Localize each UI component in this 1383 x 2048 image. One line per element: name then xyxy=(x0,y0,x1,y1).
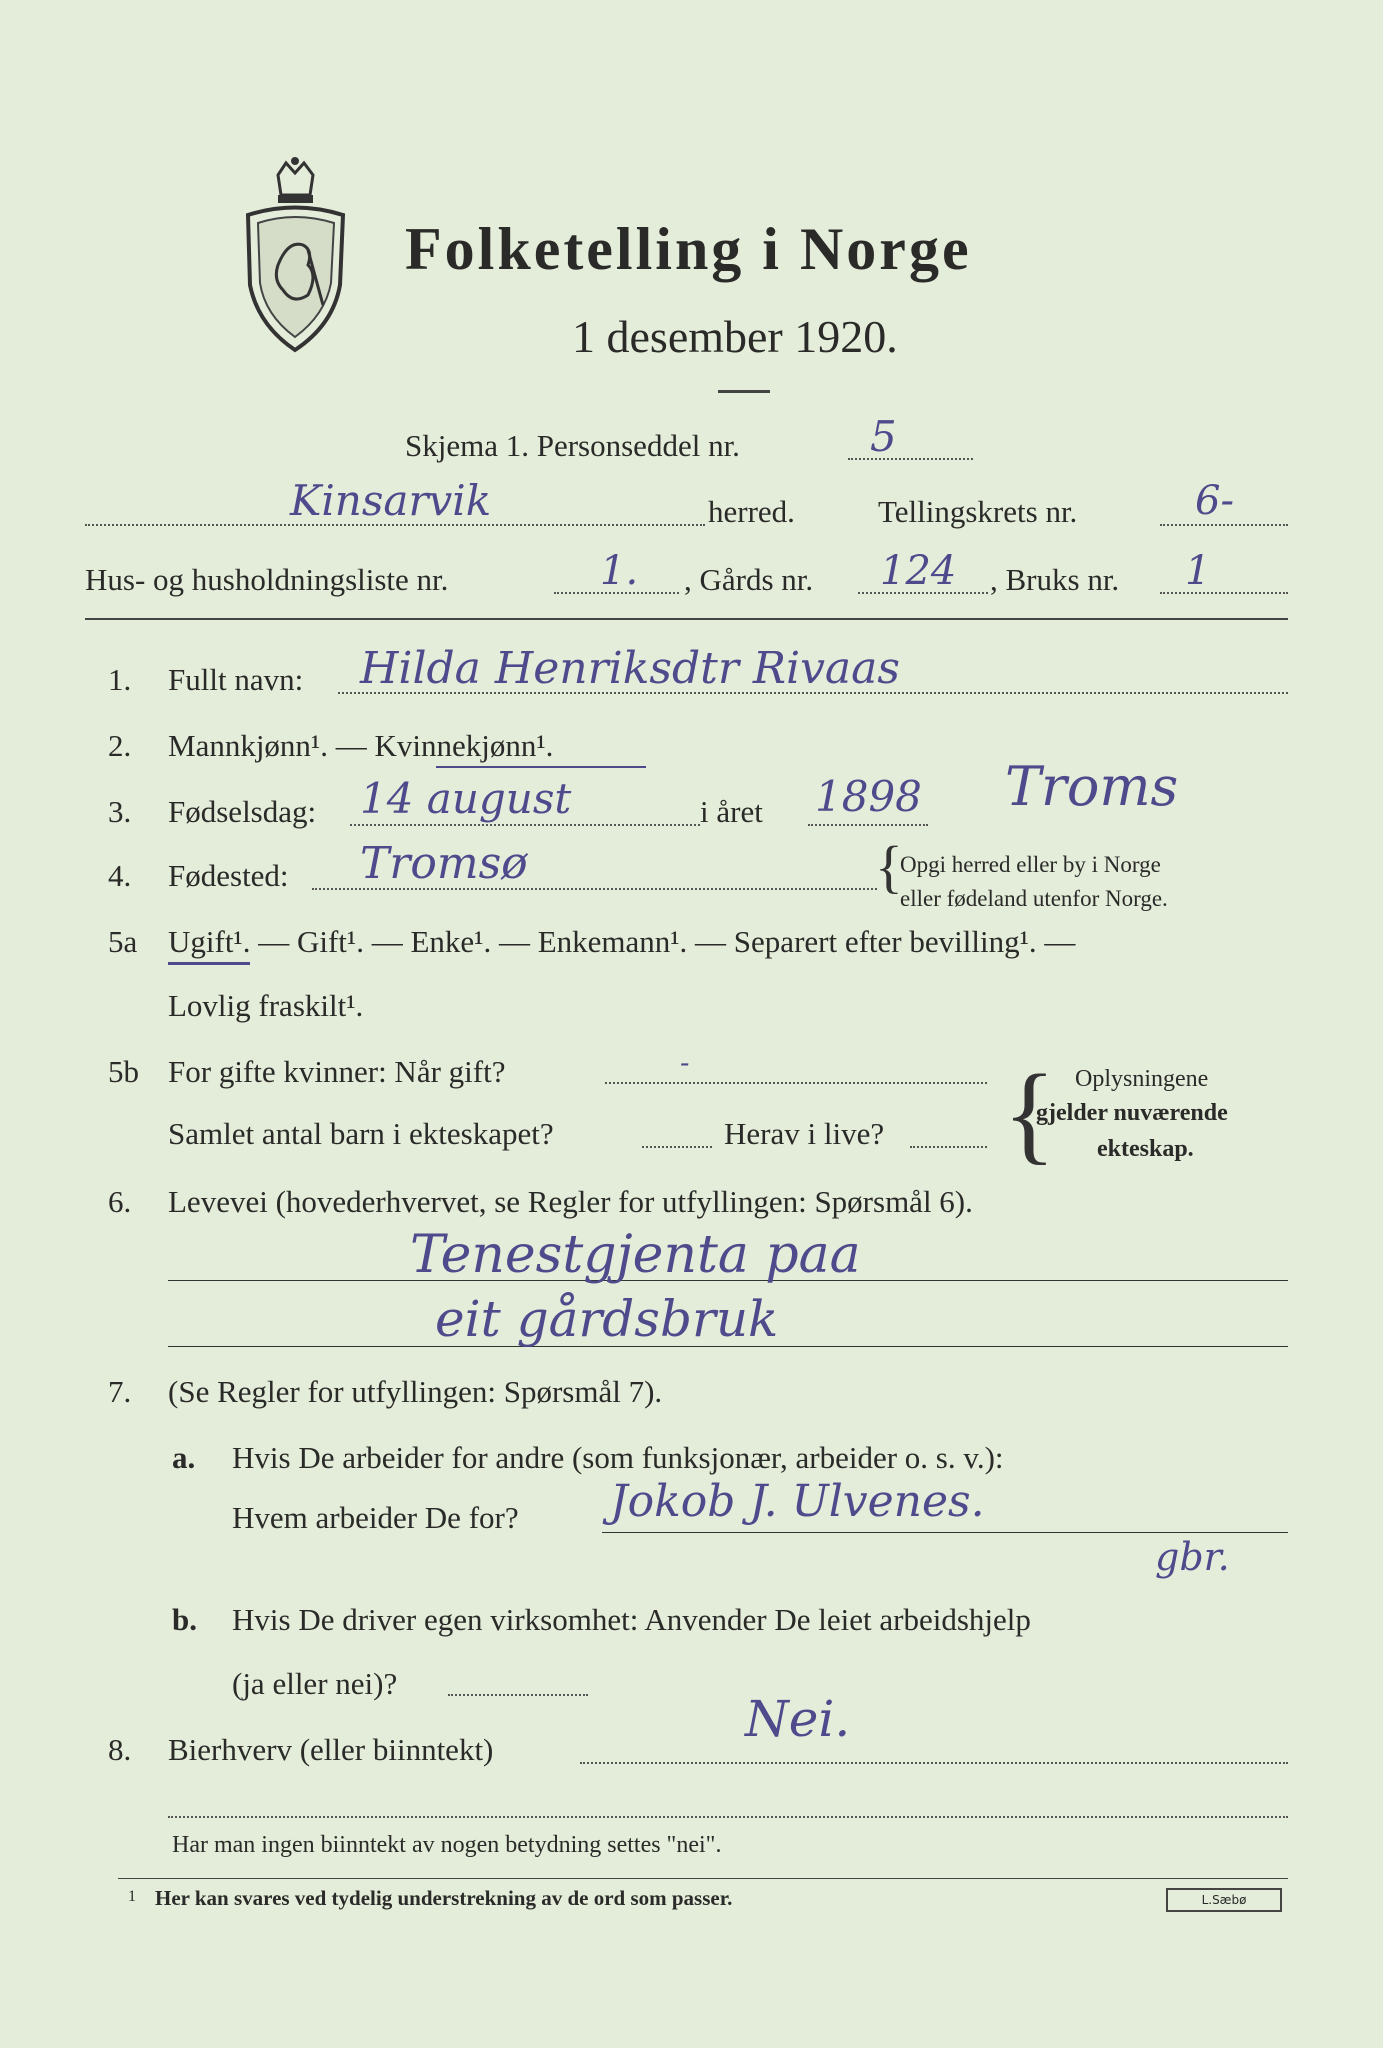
year-label: i året xyxy=(700,794,763,829)
q7a-letter: a. xyxy=(172,1440,196,1475)
q6-label: Levevei (hovederhvervet, se Regler for utfyllingen: Spørsmål 6). xyxy=(168,1184,973,1219)
side-income-value: Nei. xyxy=(745,1690,851,1748)
birthplace-value: Tromsø xyxy=(360,838,528,889)
title-divider xyxy=(718,390,770,393)
married-when-value: - xyxy=(680,1046,690,1079)
q7b-line-1: Hvis De driver egen virksomhet: Anvender De leiet arbeidshjelp xyxy=(232,1602,1031,1637)
personseddel-value: 5 xyxy=(870,412,897,461)
year-field[interactable] xyxy=(808,824,928,826)
year-value: 1898 xyxy=(815,772,922,821)
side-income-field-2[interactable] xyxy=(168,1816,1288,1818)
q7a-line-1: Hvis De arbeider for andre (som funksjonær, arbeider o. s. v.): xyxy=(232,1440,1004,1475)
birthday-field[interactable] xyxy=(350,824,700,826)
q7b-letter: b. xyxy=(172,1602,197,1637)
q2-number: 2. xyxy=(108,728,132,763)
tellingskrets-label: Tellingskrets nr. xyxy=(878,494,1078,529)
q1-number: 1. xyxy=(108,662,132,697)
q5b-label-1: For gifte kvinner: Når gift? xyxy=(168,1054,506,1089)
gards-label: , Gårds nr. xyxy=(684,562,814,597)
q5a-line-2: Lovlig fraskilt¹. xyxy=(168,988,364,1023)
tellingskrets-field[interactable] xyxy=(1160,524,1288,526)
norwegian-coat-of-arms-icon xyxy=(238,155,353,355)
header-rule xyxy=(85,618,1288,620)
ugift-underline xyxy=(168,962,250,965)
employer-value: Jokob J. Ulvenes. xyxy=(610,1476,985,1527)
form-date: 1 desember 1920. xyxy=(572,311,898,362)
printer-stamp: L.Sæbø xyxy=(1166,1888,1282,1912)
marriage-note-1: Oplysningene xyxy=(1075,1066,1209,1092)
skjema-label: Skjema 1. Personseddel nr. xyxy=(405,428,740,463)
bruks-label: , Bruks nr. xyxy=(990,562,1120,597)
q5b-number: 5b xyxy=(108,1054,139,1089)
herred-label: herred. xyxy=(708,494,795,529)
q4-number: 4. xyxy=(108,858,132,893)
form-title: Folketelling i Norge xyxy=(405,216,972,282)
kvinnekjonn-underline xyxy=(436,766,646,768)
birthplace-brace: { xyxy=(875,834,903,899)
occupation-value-1: Tenestgjenta paa xyxy=(410,1225,861,1285)
q7a-line-2: Hvem arbeider De for? xyxy=(232,1500,519,1535)
employer-line[interactable] xyxy=(602,1532,1288,1533)
marriage-note-2: gjelder nuværende xyxy=(1036,1100,1228,1126)
gards-value: 124 xyxy=(880,548,957,594)
bruks-field[interactable] xyxy=(1160,592,1288,594)
bruks-value: 1 xyxy=(1185,548,1211,594)
full-name-value: Hilda Henriksdtr Rivaas xyxy=(360,643,900,694)
q1-label: Fullt navn: xyxy=(168,662,304,697)
birthplace-note-1: Opgi herred eller by i Norge xyxy=(900,852,1161,877)
hus-value: 1. xyxy=(600,548,639,594)
q3-label: Fødselsdag: xyxy=(168,794,317,829)
children-alive-field[interactable] xyxy=(910,1146,987,1148)
q3-number: 3. xyxy=(108,794,132,829)
q5a-line-1: Ugift¹. — Gift¹. — Enke¹. — Enkemann¹. — Separert efter bevilling¹. — xyxy=(168,924,1076,959)
marriage-note-3: ekteskap. xyxy=(1097,1136,1194,1162)
footnote-rule xyxy=(118,1878,1288,1879)
q8-number: 8. xyxy=(108,1732,132,1767)
footnote-text: Her kan svares ved tydelig understrekning av de ord som passer. xyxy=(155,1886,733,1910)
q4-label: Fødested: xyxy=(168,858,289,893)
q7-label: (Se Regler for utfyllingen: Spørsmål 7). xyxy=(168,1374,663,1409)
birthplace-note-2: eller fødeland utenfor Norge. xyxy=(900,886,1168,911)
footer-note: Har man ingen biinntekt av nogen betydning settes "nei". xyxy=(172,1832,722,1858)
birthday-value: 14 august xyxy=(360,774,572,823)
children-total-field[interactable] xyxy=(642,1146,712,1148)
hus-label: Hus- og husholdningsliste nr. xyxy=(85,562,449,597)
hired-help-field[interactable] xyxy=(448,1694,588,1696)
q5a-number: 5a xyxy=(108,924,138,959)
personseddel-field[interactable] xyxy=(848,458,973,460)
q8-label: Bierhverv (eller biinntekt) xyxy=(168,1732,494,1767)
q2-label: Mannkjønn¹. — Kvinnekjønn¹. xyxy=(168,728,554,763)
side-income-field[interactable] xyxy=(580,1762,1288,1764)
q5b-label-2: Samlet antal barn i ekteskapet? xyxy=(168,1116,554,1151)
q7-number: 7. xyxy=(108,1374,132,1409)
married-when-field[interactable] xyxy=(605,1082,987,1084)
q5b-label-3: Herav i live? xyxy=(724,1116,885,1151)
q7b-line-2: (ja eller nei)? xyxy=(232,1666,398,1701)
occupation-value-2: eit gårdsbruk xyxy=(435,1290,779,1348)
tellingskrets-value: 6- xyxy=(1195,478,1234,524)
footnote-mark: 1 xyxy=(128,1888,136,1905)
q6-number: 6. xyxy=(108,1184,132,1219)
employer-value-2: gbr. xyxy=(1155,1535,1230,1579)
birth-extra-note: Troms xyxy=(1005,755,1179,818)
herred-value: Kinsarvik xyxy=(290,476,492,525)
marriage-brace: { xyxy=(1003,1052,1056,1174)
